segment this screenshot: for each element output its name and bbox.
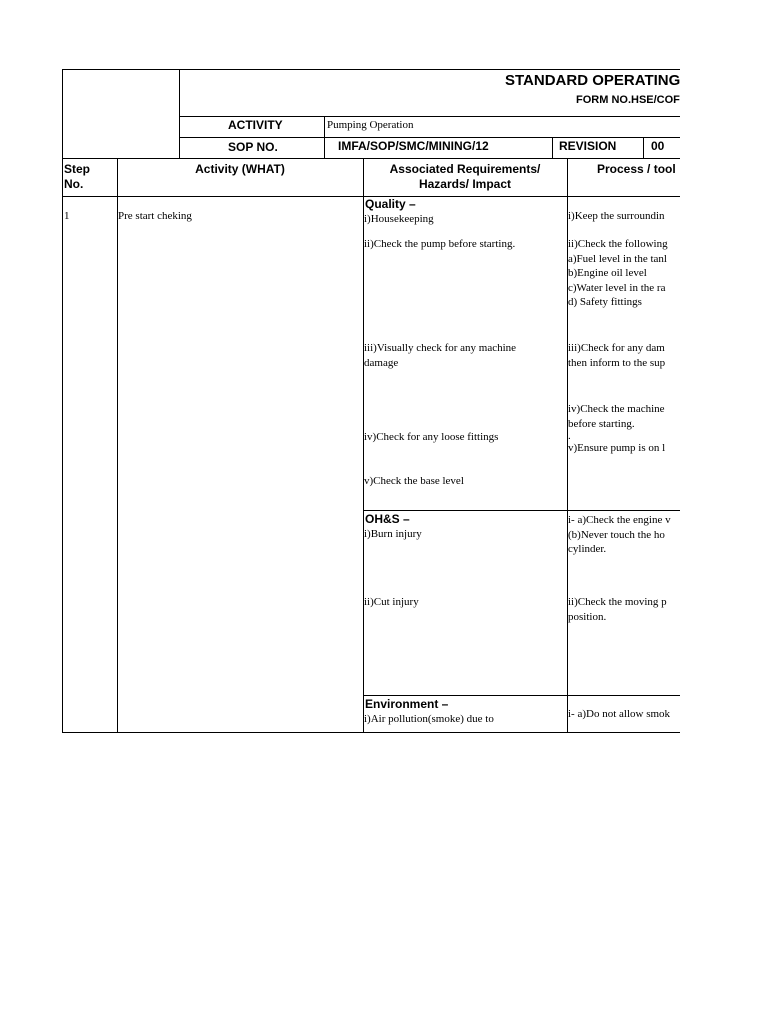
table-rule xyxy=(363,695,680,696)
quality-req-check-pump: ii)Check the pump before starting. xyxy=(364,238,516,250)
table-border-top xyxy=(62,69,680,70)
table-rule xyxy=(363,510,680,511)
row-activity: Pre start cheking xyxy=(118,210,192,222)
ohs-req-burn-injury: i)Burn injury xyxy=(364,528,422,540)
page-clip-mask xyxy=(681,0,768,1024)
col-header-step: Step No. xyxy=(64,162,91,191)
activity-value: Pumping Operation xyxy=(327,119,414,131)
ohs-proc-engine-check: i- a)Check the engine v (b)Never touch the ho cylinder. xyxy=(568,514,671,555)
quality-req-base-level: v)Check the base level xyxy=(364,475,464,487)
table-rule xyxy=(117,158,118,733)
table-border-bottom xyxy=(62,732,680,733)
table-rule xyxy=(62,158,680,159)
quality-req-housekeeping: i)Housekeeping xyxy=(364,213,434,225)
col-header-process: Process / tool xyxy=(597,162,676,176)
ohs-heading: OH&S – xyxy=(365,512,410,526)
quality-proc-machine-check: iv)Check the machine before starting. . v)Ensure pump is on l xyxy=(568,403,666,454)
sop-value: IMFA/SOP/SMC/MINING/12 xyxy=(338,139,489,153)
col-header-activity: Activity (WHAT) xyxy=(195,162,285,176)
quality-heading: Quality – xyxy=(365,197,416,211)
table-rule xyxy=(179,137,680,138)
table-rule xyxy=(324,116,325,159)
row-step-number: 1 xyxy=(64,210,70,222)
table-rule xyxy=(643,137,644,159)
table-border-left xyxy=(62,69,63,733)
col-header-requirements: Associated Requirements/ Hazards/ Impact xyxy=(389,162,541,191)
ohs-req-cut-injury: ii)Cut injury xyxy=(364,596,419,608)
quality-proc-checklist: ii)Check the following a)Fuel level in the tanl b)Engine oil level c)Water level in the ra d) Safety fittings xyxy=(568,238,668,308)
sop-label: SOP NO. xyxy=(228,140,278,154)
environment-heading: Environment – xyxy=(365,697,449,711)
form-number: FORM NO.HSE/COF xyxy=(576,94,680,106)
table-rule xyxy=(552,137,553,159)
activity-label: ACTIVITY xyxy=(228,118,283,132)
ohs-proc-moving-parts: ii)Check the moving p position. xyxy=(568,596,667,623)
table-rule xyxy=(179,116,680,117)
revision-label: REVISION xyxy=(559,139,617,153)
quality-req-visual-check: iii)Visually check for any machine damage xyxy=(364,342,517,369)
environment-proc-smoke: i- a)Do not allow smok xyxy=(568,708,671,720)
document-title: STANDARD OPERATING xyxy=(505,72,681,89)
revision-value: 00 xyxy=(651,139,665,153)
quality-proc-surroundings: i)Keep the surroundin xyxy=(568,210,665,222)
environment-req-air-pollution: i)Air pollution(smoke) due to xyxy=(364,713,494,725)
quality-proc-damage-check: iii)Check for any dam then inform to the sup xyxy=(568,342,666,369)
table-rule xyxy=(179,69,180,159)
quality-req-loose-fittings: iv)Check for any loose fittings xyxy=(364,431,499,443)
